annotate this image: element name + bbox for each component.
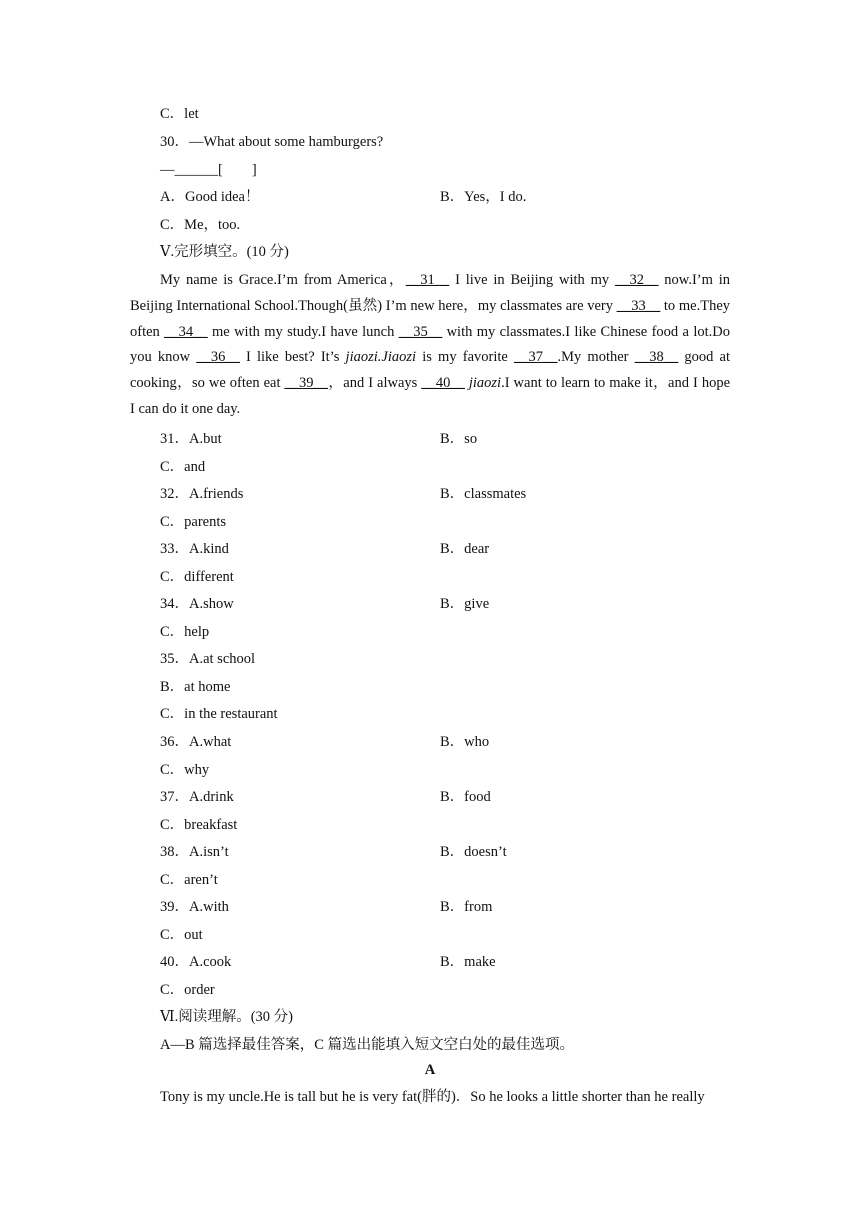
- blank-38: __38__: [634, 349, 679, 366]
- q30-option-b: B．Yes，I do.: [440, 189, 527, 205]
- blank-32: __32__: [614, 272, 659, 288]
- q34-option-b: B．give: [440, 596, 490, 612]
- q37-option-c: C．breakfast: [160, 817, 238, 833]
- q32-option-c: C．parents: [160, 514, 227, 530]
- part-a-title: A: [424, 1062, 436, 1078]
- q30-option-c: C．Me，too.: [160, 217, 241, 233]
- section-6-instructions: A—B 篇选择最佳答案，C 篇选出能填入短文空白处的最佳选项。: [160, 1037, 575, 1053]
- blank-34: __34__: [164, 323, 208, 340]
- q31-option-a: 31．A.but: [160, 431, 222, 447]
- q31-option-b: B．so: [440, 431, 478, 447]
- q32-option-b: B．classmates: [440, 486, 527, 502]
- blank-31: __31__: [405, 272, 450, 288]
- q34-option-c: C．help: [160, 624, 210, 640]
- q34-option-a: 34．A.show: [160, 596, 234, 612]
- blank-40: __40__: [421, 375, 465, 392]
- q32-option-a: 32．A.friends: [160, 486, 244, 502]
- cloze-passage: My name is Grace.I’m from America，__31__ I live in Beijing with my __32__ now.I’m in Beijing International School.Though(虽然) I’m new here，my classmates are very __33__ to me.They often __34__ me with my study.I have lunch __35__ with my classmates.I like Chinese food a lot.Do you know __36__ I like best? It’s jiaozi.Jiaozi is my favorite __37__.My mother __38__ good at cooking，so we often eat __39__，and I always __40__ jiaozi.I want to learn to make it，and I hope I can do it one day.: [130, 272, 731, 417]
- q39-option-c: C．out: [160, 927, 203, 943]
- q39-option-a: 39．A.with: [160, 899, 229, 915]
- q36-option-c: C．why: [160, 762, 210, 778]
- q35-option-b: B．at home: [160, 679, 231, 695]
- blank-35: __35__: [398, 323, 443, 340]
- q40-option-b: B．make: [440, 954, 496, 970]
- q36-row: [160, 732, 490, 752]
- q35-option-c: C．in the restaurant: [160, 706, 278, 722]
- q40-row: [160, 952, 496, 972]
- q40-option-a: 40．A.cook: [160, 954, 232, 970]
- q40-option-c: C．order: [160, 982, 215, 998]
- q35-option-a: 35．A.at school: [160, 651, 256, 667]
- q37-option-b: B．food: [440, 789, 491, 805]
- q34-row: [160, 594, 490, 614]
- q31-row: [160, 429, 478, 449]
- q36-option-b: B．who: [440, 734, 490, 750]
- q30-options-row: [160, 187, 527, 207]
- q37-row: [160, 787, 491, 807]
- q39-option-b: B．from: [440, 899, 493, 915]
- q37-option-a: 37．A.drink: [160, 789, 234, 805]
- q33-option-c: C．different: [160, 569, 234, 585]
- q29-option-c: C．let: [160, 106, 199, 122]
- q38-row: [160, 842, 507, 862]
- q32-row: [160, 484, 527, 504]
- blank-39: __39__: [284, 375, 329, 392]
- blank-36: __36__: [196, 349, 240, 366]
- blank-37: __37__: [514, 349, 558, 366]
- blank-33: __33__: [616, 297, 661, 314]
- section-5-heading: Ⅴ.完形填空。(10 分): [160, 244, 289, 260]
- section-6-heading: Ⅵ.阅读理解。(30 分): [160, 1009, 293, 1025]
- q39-row: [160, 897, 493, 917]
- q33-option-a: 33．A.kind: [160, 541, 229, 557]
- q38-option-a: 38．A.isn’t: [160, 844, 229, 860]
- q33-row: [160, 539, 490, 559]
- q30-prompt: 30．—What about some hamburgers?: [160, 134, 384, 150]
- q33-option-b: B．dear: [440, 541, 490, 557]
- q30-option-a: A．Good idea！: [160, 189, 260, 205]
- q31-option-c: C．and: [160, 459, 206, 475]
- q30-answer-line: —______[ ]: [160, 162, 257, 178]
- q38-option-c: C．aren’t: [160, 872, 218, 888]
- q36-option-a: 36．A.what: [160, 734, 232, 750]
- story-a-line-1: Tony is my uncle.He is tall but he is very fat(胖的)．So he looks a little shorter than he really: [160, 1089, 705, 1105]
- q38-option-b: B．doesn’t: [440, 844, 507, 860]
